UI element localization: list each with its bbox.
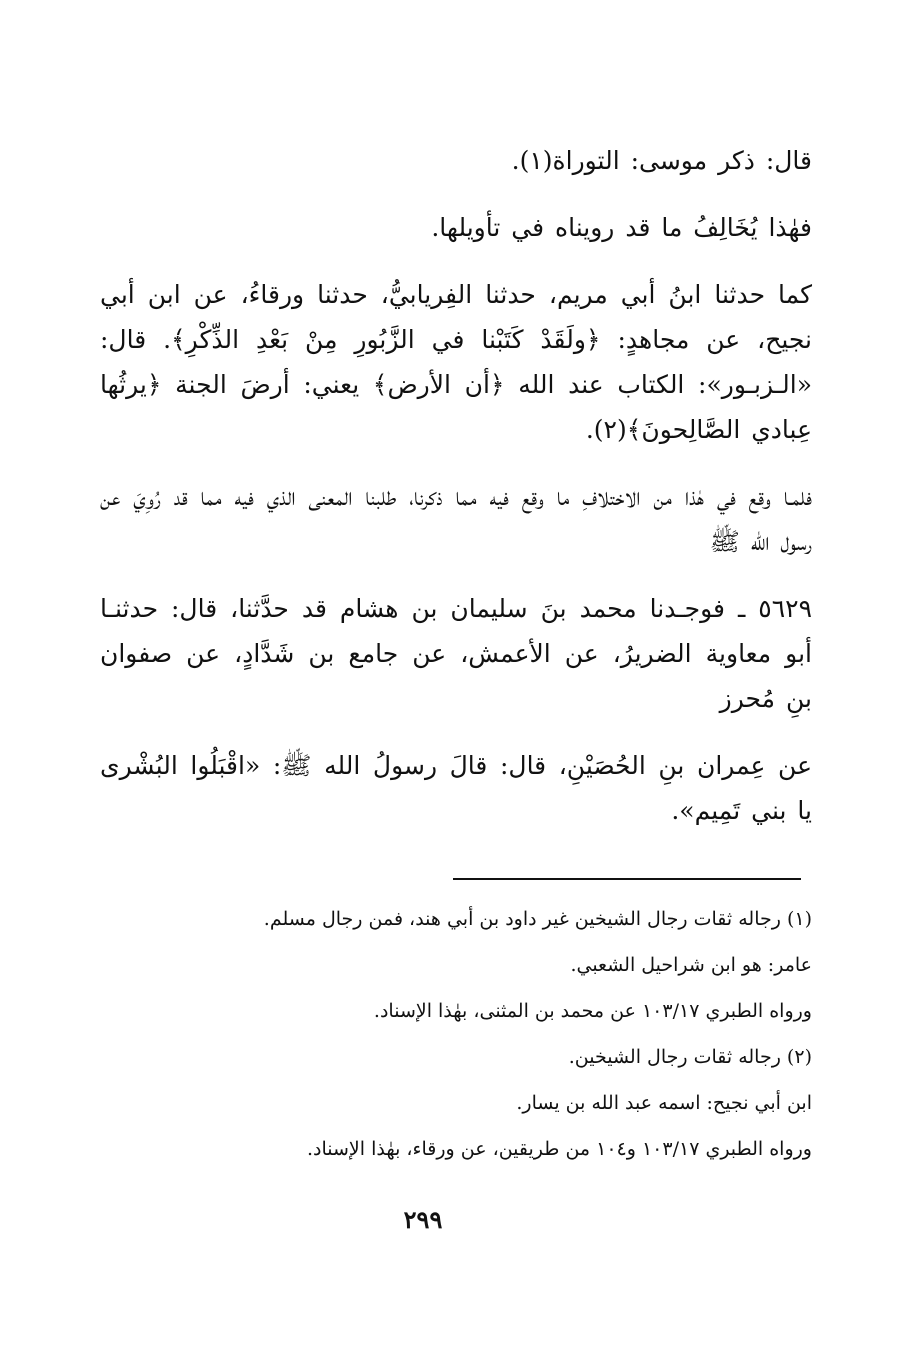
footnote-line: ابن أبي نجيح: اسمه عبد الله بن يسار. <box>516 1092 812 1114</box>
footnote-line: عامر: هو ابن شراحيل الشعبي. <box>570 954 812 976</box>
page-number: ٢٩٩ <box>403 1205 443 1234</box>
footnote-line: ورواه الطبري ١٠٣/١٧ عن محمد بن المثنى، بهٰذا الإسناد. <box>373 1000 812 1022</box>
footnote-line: (٢) رجاله ثقات رجال الشيخين. <box>568 1046 812 1068</box>
paragraph-6: عن عِمران بنِ الحُصَيْنِ، قال: قالَ رسولُ الله ﷺ: «اقْبَلُوا البُشْرى يا بني تَمِيم». <box>100 751 812 825</box>
footnotes <box>110 896 812 1172</box>
paragraph-1: قال: ذكر موسى: التوراة(١). <box>511 146 812 175</box>
footnote-divider <box>453 878 801 880</box>
paragraph-3: كما حدثنا ابنُ أبي مريم، حدثنا الفِريابيُّ، حدثنا ورقاءُ، عن ابن أبي نجيح، عن مجاهدٍ: ﴿ولَقَدْ كَتَبْنا في الزَّبُورِ مِنْ بَعْدِ الذِّكْرِ﴾. قال: «الـزبـور»: الكتاب عند الله ﴿أن الأرض﴾ يعني: أرضَ الجنة ﴿يرثُها عِبادي الصَّالِحونَ﴾(٢). <box>100 280 812 444</box>
hadith-5629: ٥٦٢٩ ـ فوجـدنا محمد بنَ سليمان بن هشام قد حدَّثنا، قال: حدثنـا أبو معاوية الضريرُ، عن الأعمش، عن جامع بن شَدَّادٍ، عن صفوان بنِ مُحرز <box>100 594 812 713</box>
main-text <box>100 130 812 833</box>
paragraph-4: فلمـا وقع في هٰذا من الاختلافِ ما وقع فيه مما ذكرنا، طلبنا المعنى الذي فيه مما قد رُوِيَ عن رسول الله ﷺ <box>100 482 812 556</box>
footnote-line: (١) رجاله ثقات رجال الشيخين غير داود بن أبي هند، فمن رجال مسلم. <box>263 908 812 930</box>
footnote-line: ورواه الطبري ١٠٣/١٧ و١٠٤ من طريقين، عن ورقاء، بهٰذا الإسناد. <box>306 1138 812 1160</box>
paragraph-2: فهٰذا يُخَالِفُ ما قد رويناه في تأويلها. <box>431 213 812 242</box>
